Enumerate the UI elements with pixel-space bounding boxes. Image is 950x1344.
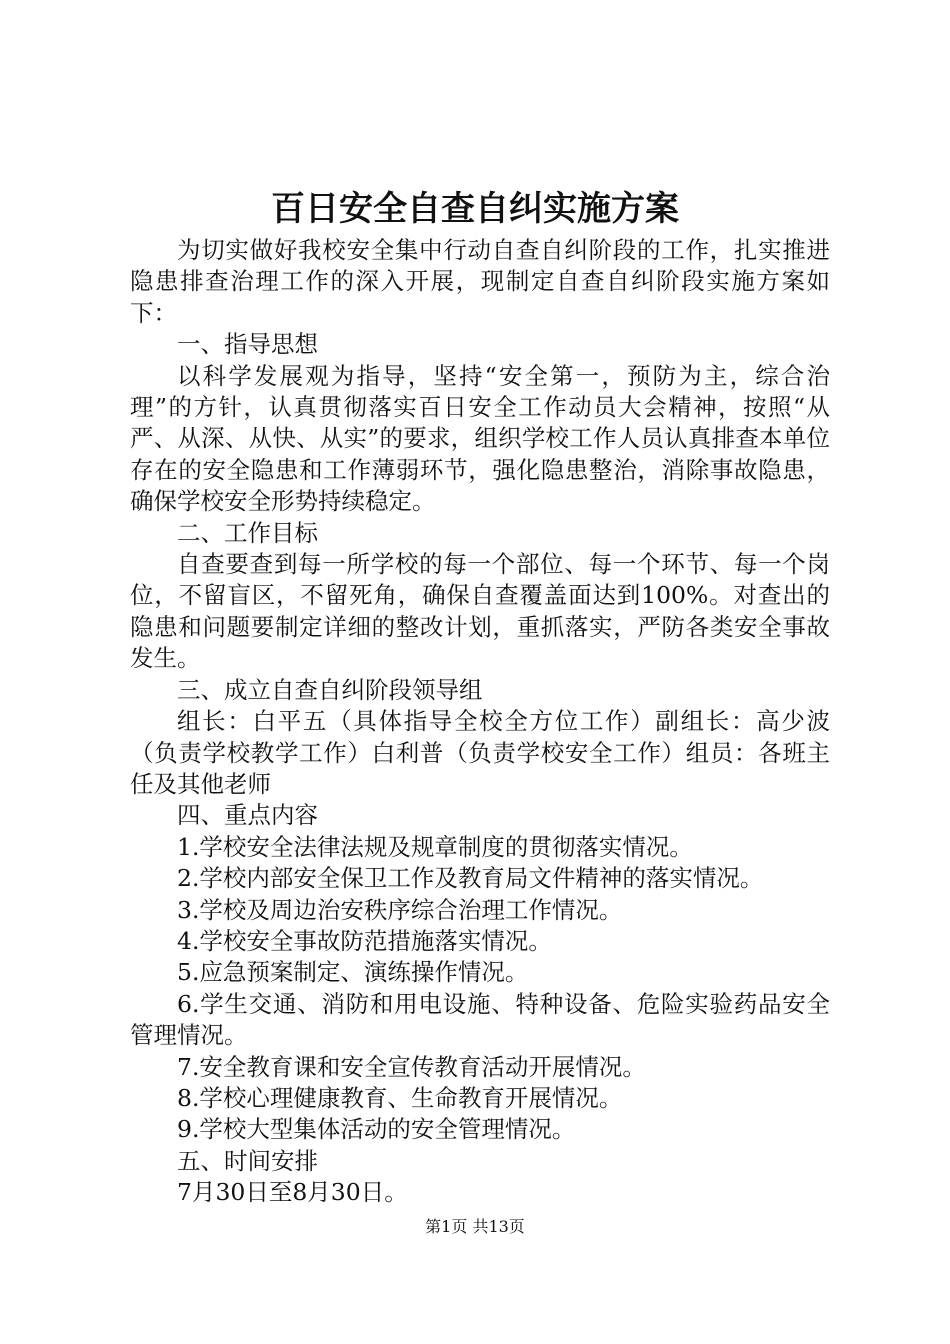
page-footer: 第1页 共13页 [425,1217,525,1236]
section-heading: 五、时间安排 [177,1146,318,1175]
list-item: 1.学校安全法律法规及规章制度的贯彻落实情况。 [177,832,693,861]
section-heading: 三、成立自查自纠阶段领导组 [177,675,483,704]
list-item: 9.学校大型集体活动的安全管理情况。 [177,1115,576,1144]
section-heading: 一、指导思想 [177,330,318,359]
section-heading: 二、工作目标 [177,518,318,547]
list-item: 5.应急预案制定、演练操作情况。 [177,958,529,987]
list-item: 8.学校心理健康教育、生命教育开展情况。 [177,1083,623,1112]
list-item: 4.学校安全事故防范措施落实情况。 [177,926,552,955]
list-item: 7.安全教育课和安全宣传教育活动开展情况。 [177,1052,646,1081]
section-heading: 四、重点内容 [177,801,318,830]
body-paragraph: 自查要查到每一所学校的每一个部位、每一个环节、每一个岗位，不留盲区，不留死角，确保自查覆盖面达到100%。对查出的隐患和问题要制定详细的整改计划，重抓落实，严防各类安全事故发生。 [130,550,830,673]
body-paragraph: 以科学发展观为指导，坚持“安全第一，预防为主，综合治理”的方针，认真贯彻落实百日安全工作动员大会精神，按照“从严、从深、从快、从实”的要求，组织学校工作人员认真排查本单位存在的安全隐患和工作薄弱环节，强化隐患整治，消除事故隐患，确保学校安全形势持续稳定。 [130,361,830,516]
document-body [130,235,830,1209]
list-item: 3.学校及周边治安秩序综合治理工作情况。 [177,895,623,924]
document-title: 百日安全自查自纠实施方案 [271,189,679,229]
intro-paragraph: 为切实做好我校安全集中行动自查自纠阶段的工作，扎实推进隐患排查治理工作的深入开展，现制定自查自纠阶段实施方案如下： [130,236,830,327]
list-item: 6.学生交通、消防和用电设施、特种设备、危险实验药品安全管理情况。 [130,989,830,1050]
body-paragraph: 组长：白平五（具体指导全校全方位工作）副组长：高少波（负责学校教学工作）白利普（负责学校安全工作）组员：各班主任及其他老师 [130,707,830,798]
list-item: 2.学校内部安全保卫工作及教育局文件精神的落实情况。 [177,864,764,893]
body-paragraph: 7月30日至8月30日。 [177,1178,408,1207]
